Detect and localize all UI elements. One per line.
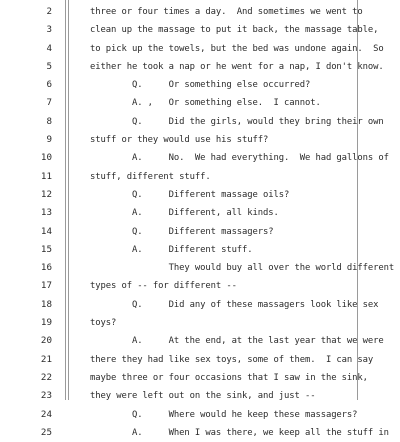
transcript-lines [0, 3, 400, 442]
line-text: Q. Different massagers? [90, 226, 274, 237]
transcript-line [0, 332, 400, 350]
line-number: 22 [40, 371, 52, 383]
line-text: toys? [90, 318, 117, 329]
line-text: stuff, different stuff. [90, 171, 211, 182]
transcript-line [0, 259, 400, 277]
line-text: A. No. We had everything. We had gallons of [90, 153, 389, 164]
line-number: 25 [40, 426, 52, 438]
line-text: A. Different stuff. [90, 244, 253, 255]
transcript-line [0, 40, 400, 58]
line-text: types of -- for different -- [90, 281, 237, 292]
line-text: Q. Did the girls, would they bring their own [90, 116, 384, 127]
line-number: 17 [40, 280, 52, 292]
transcript-line [0, 94, 400, 112]
transcript-line [0, 21, 400, 39]
line-number: 6 [46, 79, 52, 91]
line-text: Q. Did any of these massagers look like sex [90, 299, 379, 310]
line-number: 19 [40, 317, 52, 329]
line-number: 11 [40, 170, 52, 182]
line-text: A. , Or something else. I cannot. [90, 98, 321, 109]
transcript-line [0, 186, 400, 204]
line-number: 13 [40, 207, 52, 219]
line-text: they were left out on the sink, and just -- [90, 391, 316, 402]
line-text: Q. Different massage oils? [90, 189, 290, 200]
transcript-line [0, 241, 400, 259]
line-text: there they had like sex toys, some of them. I can say [90, 354, 374, 365]
line-number: 24 [40, 408, 52, 420]
line-text: A. At the end, at the last year that we were [90, 336, 384, 347]
line-text: They would buy all over the world different [90, 263, 395, 274]
line-number: 14 [40, 225, 52, 237]
line-number: 2 [46, 6, 52, 17]
transcript-line [0, 424, 400, 442]
transcript-line [0, 149, 400, 167]
transcript-line [0, 406, 400, 424]
line-number: 18 [40, 298, 52, 310]
line-text: Q. Or something else occurred? [90, 80, 311, 91]
line-text: stuff or they would use his stuff? [90, 135, 269, 146]
line-text: A. When I was there, we keep all the stuff in [90, 427, 389, 438]
line-number: 8 [46, 115, 52, 127]
line-number: 4 [46, 42, 52, 54]
transcript-line [0, 168, 400, 186]
line-number: 15 [40, 243, 52, 255]
line-text: to pick up the towels, but the bed was undone again. So [90, 43, 384, 54]
line-text: clean up the massage to put it back, the massage table, [90, 25, 379, 36]
transcript-line [0, 113, 400, 131]
line-number: 12 [40, 188, 52, 200]
line-number: 5 [46, 60, 52, 72]
line-text: Q. Where would he keep these massagers? [90, 409, 358, 420]
line-text: either he took a nap or he went for a nap, I don't know. [90, 61, 384, 72]
transcript-line [0, 369, 400, 387]
line-text: maybe three or four occasions that I saw in the sink, [90, 372, 368, 383]
transcript-line [0, 314, 400, 332]
transcript-line [0, 387, 400, 405]
transcript-line [0, 277, 400, 295]
transcript-line [0, 131, 400, 149]
line-number: 9 [46, 134, 52, 146]
line-number: 16 [40, 262, 52, 274]
line-text: A. Different, all kinds. [90, 208, 279, 219]
transcript-line [0, 76, 400, 94]
line-number: 3 [46, 24, 52, 36]
line-number: 23 [40, 390, 52, 402]
line-number: 7 [46, 97, 52, 109]
transcript-line [0, 3, 400, 21]
line-number: 10 [40, 152, 52, 164]
line-text: three or four times a day. And sometimes we went to [90, 7, 363, 17]
line-number: 20 [40, 335, 52, 347]
line-number: 21 [40, 353, 52, 365]
transcript-line [0, 223, 400, 241]
transcript-line [0, 296, 400, 314]
transcript-line [0, 204, 400, 222]
transcript-line [0, 351, 400, 369]
transcript-line [0, 58, 400, 76]
